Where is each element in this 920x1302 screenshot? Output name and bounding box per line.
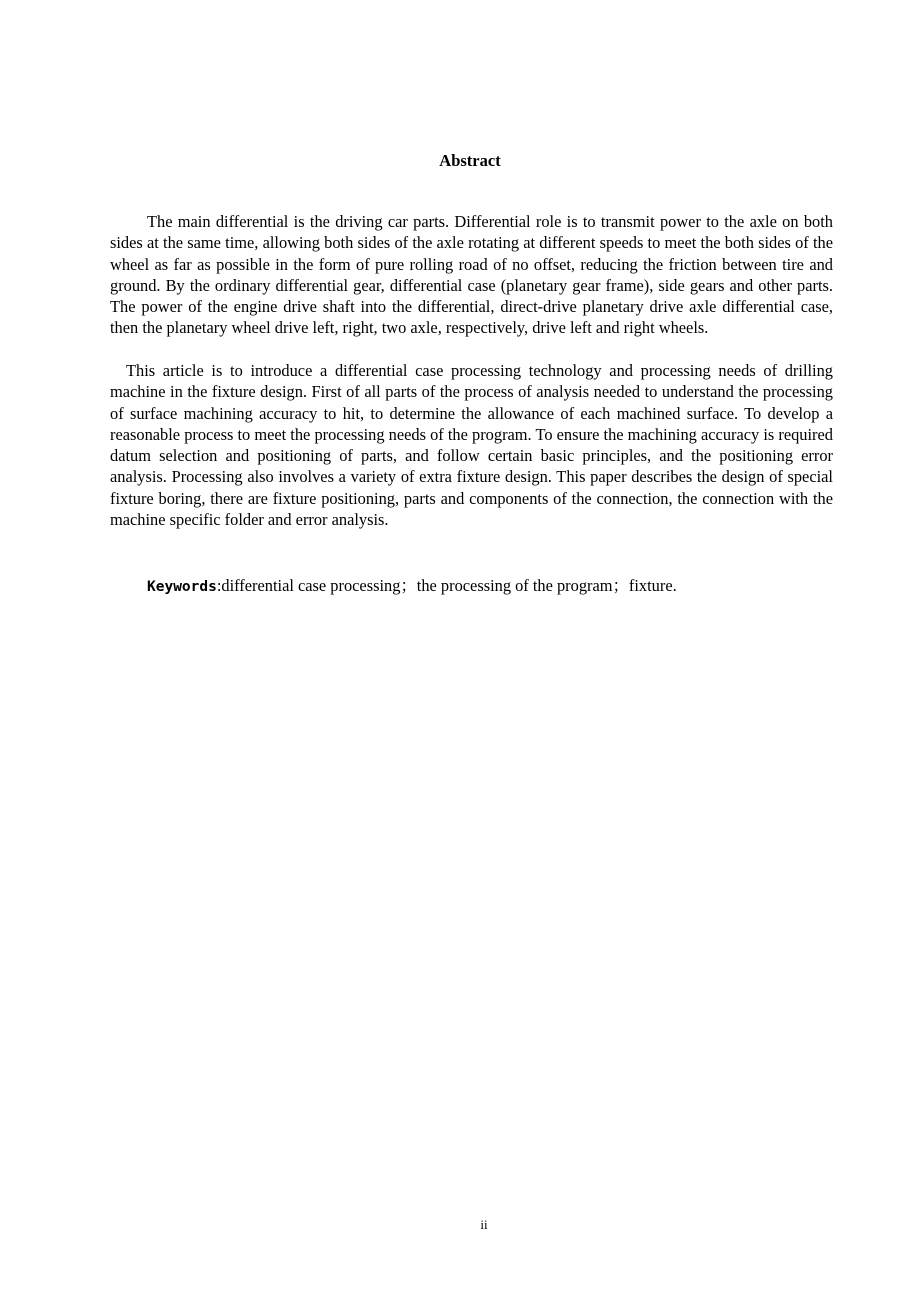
abstract-title: Abstract [439,151,501,170]
keywords-label: Keywords [147,579,217,595]
abstract-paragraph-2: This article is to introduce a differential case processing technology and processing needs of drilling machine in the fixture design. First of all parts of the process of analysis needed to understand the processing of surface machining accuracy to hit, to determine the allowance of each machined surface. To develop a reasonable process to meet the processing needs of the program. To ensure the machining accuracy is required datum selection and positioning of parts, and follow certain basic principles, and the positioning error analysis. Processing also involves a variety of extra fixture design. This paper describes the design of special fixture boring, there are fixture positioning, parts and components of the connection, the connection with the machine specific folder and error analysis. [110,361,833,530]
keywords-line [147,575,677,598]
keywords-text: :differential case processing；the processing of the program；fixture. [216,576,677,595]
page-number: ii [480,1217,488,1232]
abstract-paragraph-1: The main differential is the driving car parts. Differential role is to transmit power to the axle on both sides at the same time, allowing both sides of the axle rotating at different speeds to meet the both sides of the wheel as far as possible in the form of pure rolling road of no offset, reducing the friction between tire and ground. By the ordinary differential gear, differential case (planetary gear frame), side gears and other parts. The power of the engine drive shaft into the differential, direct-drive planetary drive axle differential case, then the planetary wheel drive left, right, two axle, respectively, drive left and right wheels. [110,212,833,338]
